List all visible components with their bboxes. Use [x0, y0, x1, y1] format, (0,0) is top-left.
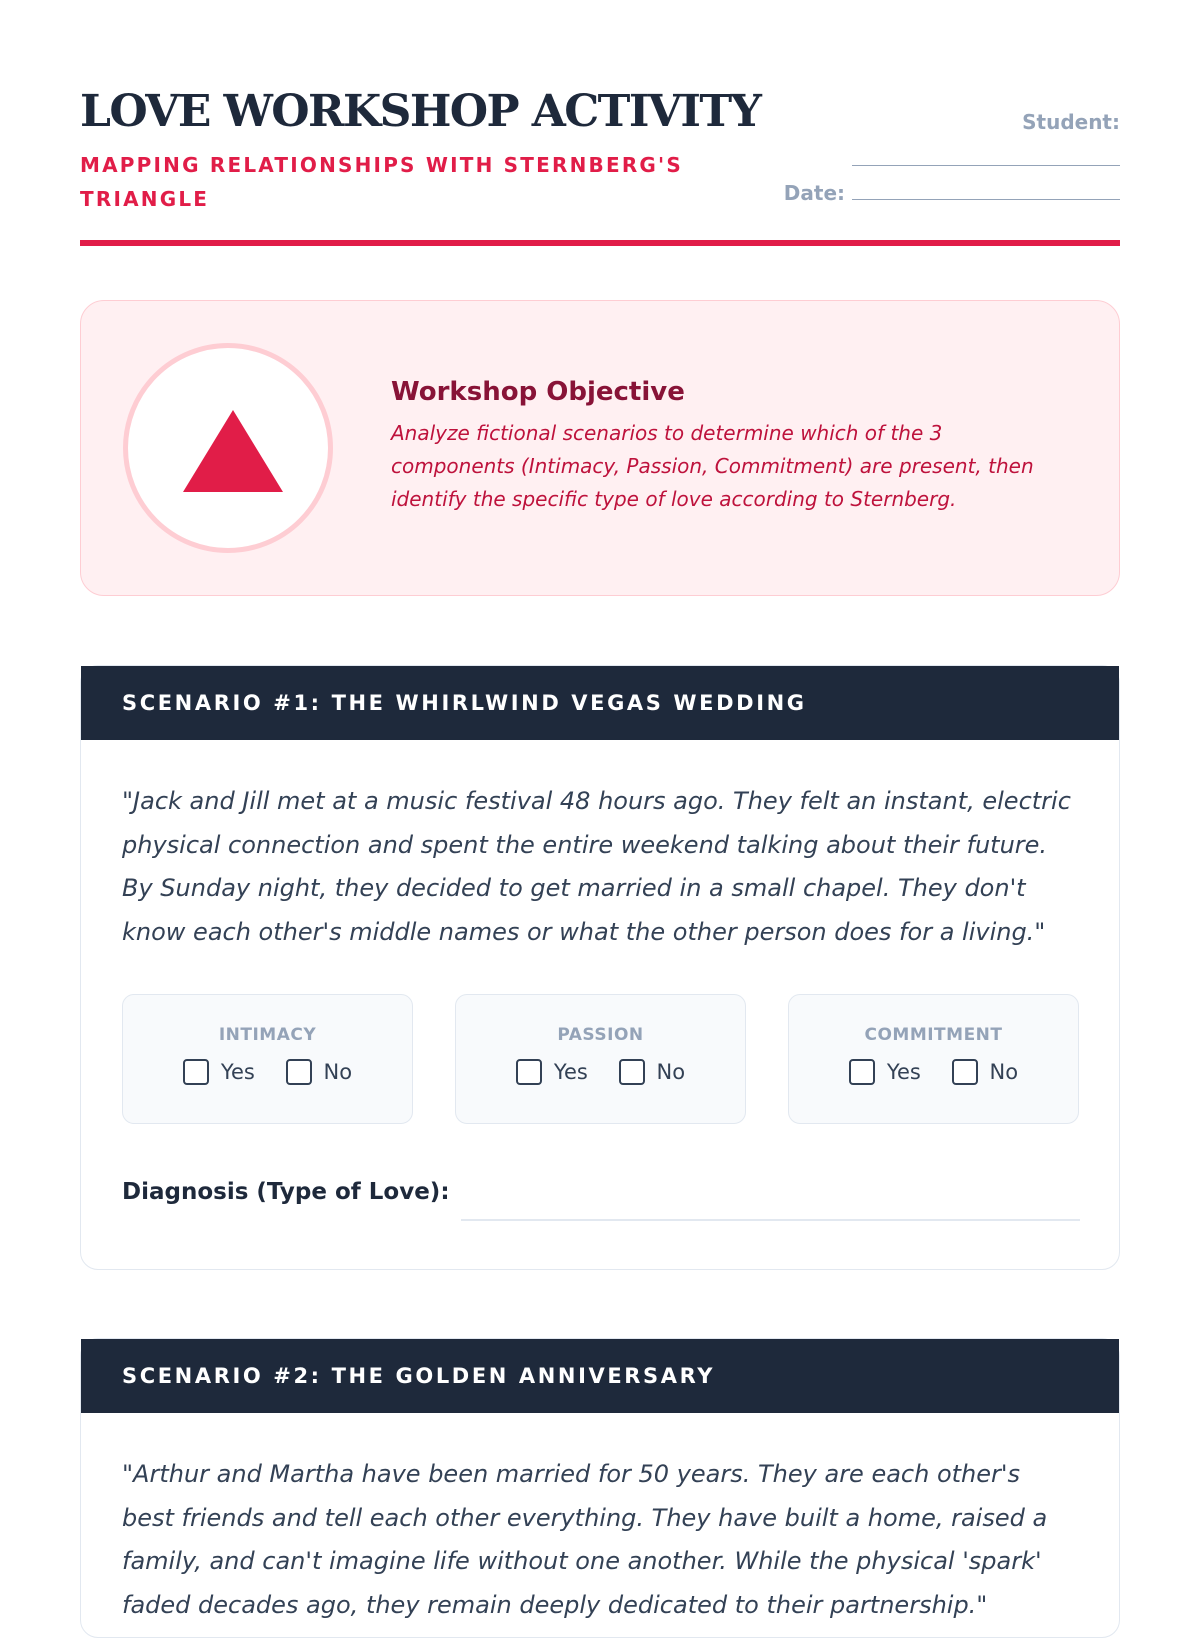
intimacy-check-group: [122, 994, 413, 1124]
diagnosis-field[interactable]: [461, 1219, 1080, 1221]
diagnosis-label: Diagnosis (Type of Love):: [122, 1179, 450, 1205]
intimacy-yes-option[interactable]: [183, 1059, 255, 1085]
objective-body: Analyze fictional scenarios to determine which of the 3 components (Intimacy, Passion, Commitment) are present, then identify the specific type of love according to Sternberg.: [391, 421, 1034, 511]
objective-heading: Workshop Objective: [391, 377, 685, 407]
option-label: No: [323, 1060, 353, 1084]
check-options: [456, 1059, 745, 1085]
worksheet-header: [80, 82, 1120, 248]
student-name-field[interactable]: [780, 144, 1120, 176]
checkbox[interactable]: [952, 1059, 978, 1085]
date-label: Date:: [783, 181, 846, 205]
objective-card: [80, 300, 1120, 596]
student-label: Student:: [1022, 110, 1120, 134]
passion-check-group: [455, 994, 746, 1124]
worksheet-page: [80, 0, 1120, 1619]
option-label: Yes: [220, 1060, 255, 1084]
option-label: No: [989, 1060, 1019, 1084]
scenario-quote: "Jack and Jill met at a music festival 48 hours ago. They felt an instant, electric physical connection and spent the entire weekend talking about their future. By Sunday night, they decided to get married in a small chapel. They don't know each other's middle names or what the other person does for a living.": [122, 787, 1071, 946]
checkbox[interactable]: [849, 1059, 875, 1085]
commitment-no-option[interactable]: [952, 1059, 1019, 1085]
option-label: Yes: [553, 1060, 588, 1084]
commitment-check-group: [788, 994, 1079, 1124]
date-row: [780, 176, 1120, 208]
diagnosis-row: [122, 1179, 1080, 1229]
option-label: No: [656, 1060, 686, 1084]
scenario-card: [80, 1338, 1120, 1638]
page-subtitle: MAPPING RELATIONSHIPS WITH STERNBERG'S TRIANGLE: [80, 153, 683, 211]
passion-no-option[interactable]: [619, 1059, 686, 1085]
check-options: [789, 1059, 1078, 1085]
scenario-title: SCENARIO #2: THE GOLDEN ANNIVERSARY: [81, 1339, 1119, 1413]
intimacy-no-option[interactable]: [286, 1059, 353, 1085]
scenario-quote: "Arthur and Martha have been married for 50 years. They are each other's best friends and tell each other everything. They have built a home, raised a family, and can't imagine life without one another. While the physical 'spark' faded decades ago, they remain deeply dedicated to their partnership.": [122, 1460, 1048, 1619]
triangle-icon: [183, 410, 283, 492]
header-divider: [80, 240, 1120, 246]
component-label: PASSION: [557, 1025, 644, 1045]
component-label: COMMITMENT: [864, 1025, 1003, 1045]
objective-badge: [123, 343, 333, 553]
objective-text: [391, 377, 1071, 516]
passion-yes-option[interactable]: [516, 1059, 588, 1085]
page-title: LOVE WORKSHOP ACTIVITY: [80, 86, 761, 137]
checkbox[interactable]: [516, 1059, 542, 1085]
checkbox[interactable]: [619, 1059, 645, 1085]
checkbox[interactable]: [286, 1059, 312, 1085]
check-options: [123, 1059, 412, 1085]
checkbox[interactable]: [183, 1059, 209, 1085]
scenario-title: SCENARIO #1: THE WHIRLWIND VEGAS WEDDING: [81, 666, 1119, 740]
component-checks: [122, 994, 1080, 1124]
component-label: INTIMACY: [218, 1025, 317, 1045]
student-meta: [780, 106, 1120, 208]
commitment-yes-option[interactable]: [849, 1059, 921, 1085]
option-label: Yes: [886, 1060, 921, 1084]
scenario-card: [80, 665, 1120, 1270]
date-field[interactable]: [852, 176, 1120, 200]
